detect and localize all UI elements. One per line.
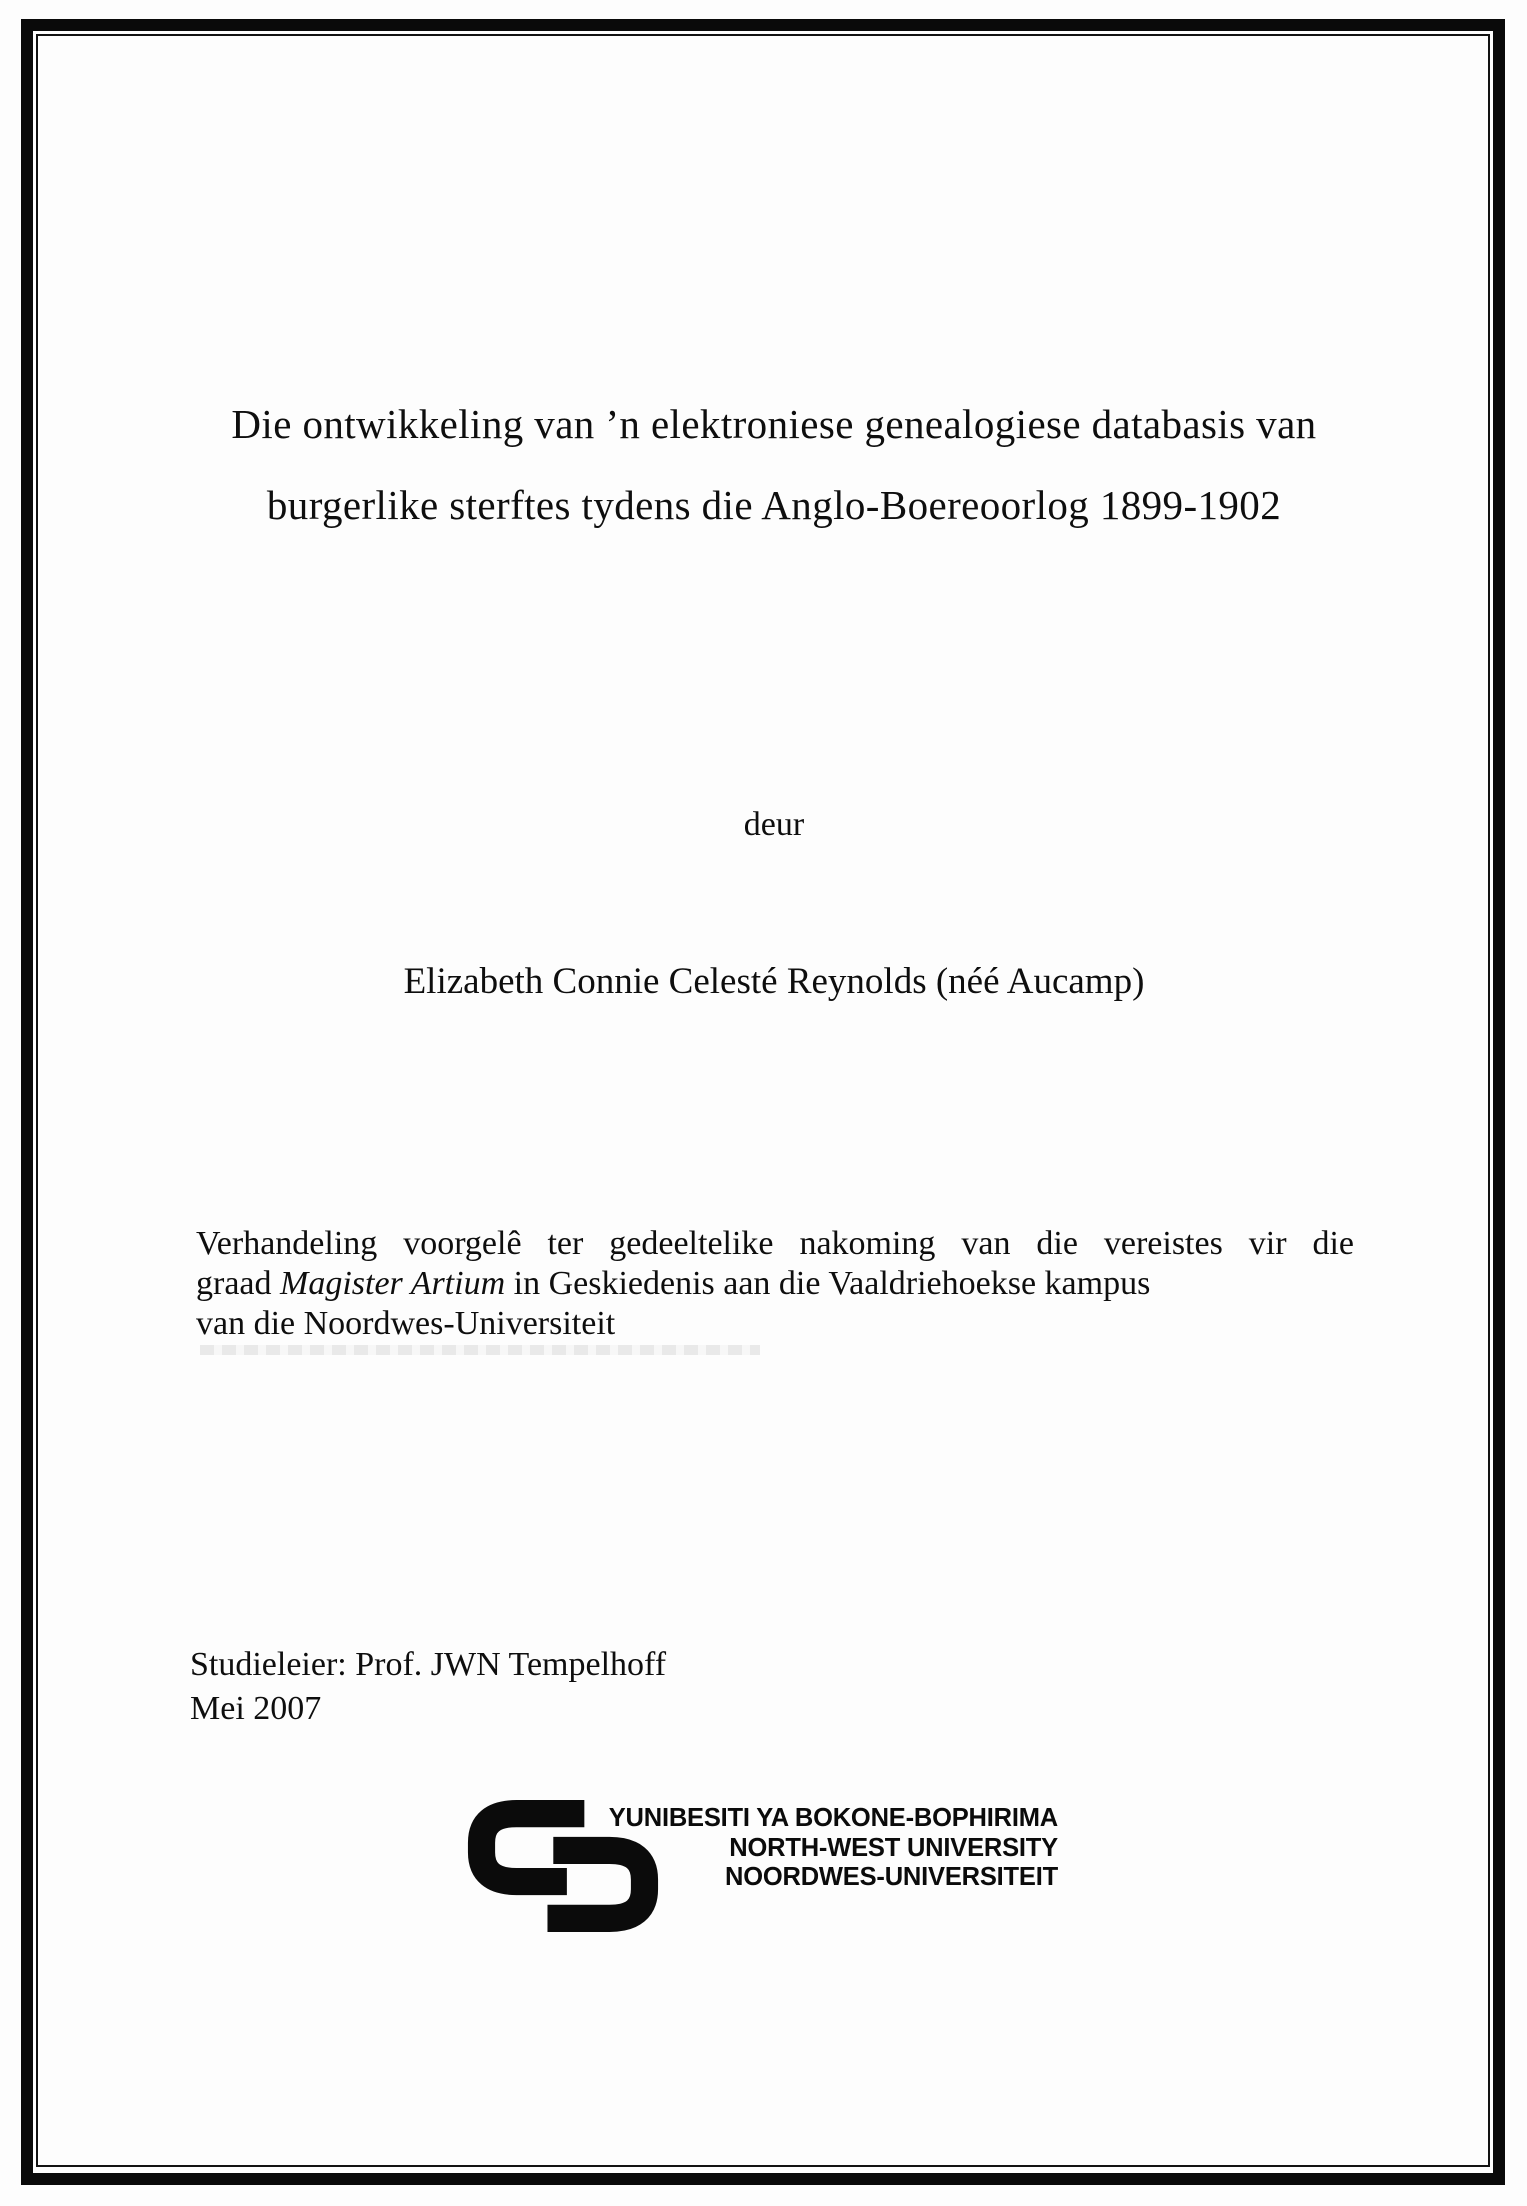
author-name: Elizabeth Connie Celesté Reynolds (néé Aucamp) <box>403 961 1145 1002</box>
university-logo <box>466 1798 1066 1938</box>
logo-text-english: NORTH-WEST UNIVERSITY <box>729 1833 1058 1862</box>
byline: deur <box>743 806 805 843</box>
university-logo-text <box>586 1804 1058 1893</box>
thesis-title-line-2: burgerlike sterftes tydens die Anglo-Boereoorlog 1899-1902 <box>266 482 1282 528</box>
degree-statement-line-2-pre: graad <box>196 1265 281 1302</box>
degree-statement-line-2 <box>196 1264 1354 1304</box>
degree-statement-line-2-post: in Geskiedenis aan die Vaaldriehoekse kampus <box>505 1265 1151 1302</box>
degree-statement-line-3: van die Noordwes-Universiteit <box>196 1305 616 1342</box>
degree-statement-line-1: Verhandeling voorgelê ter gedeeltelike nakoming van die vereistes vir die <box>196 1225 1354 1262</box>
degree-name-italic: Magister Artium <box>280 1265 506 1302</box>
logo-text-setswana: YUNIBESITI YA BOKONE-BOPHIRIMA <box>608 1804 1058 1832</box>
supervisor-line: Studieleier: Prof. JWN Tempelhoff <box>190 1646 667 1683</box>
thesis-title-line-1: Die ontwikkeling van ’n elektroniese genealogiese databasis van <box>231 401 1317 447</box>
supervisor-block <box>190 1643 666 1731</box>
logo-text-afrikaans: NOORDWES-UNIVERSITEIT <box>725 1863 1058 1891</box>
date-line: Mei 2007 <box>190 1690 322 1727</box>
scan-bleed-artifact <box>200 1345 760 1355</box>
degree-statement <box>196 1224 1354 1344</box>
